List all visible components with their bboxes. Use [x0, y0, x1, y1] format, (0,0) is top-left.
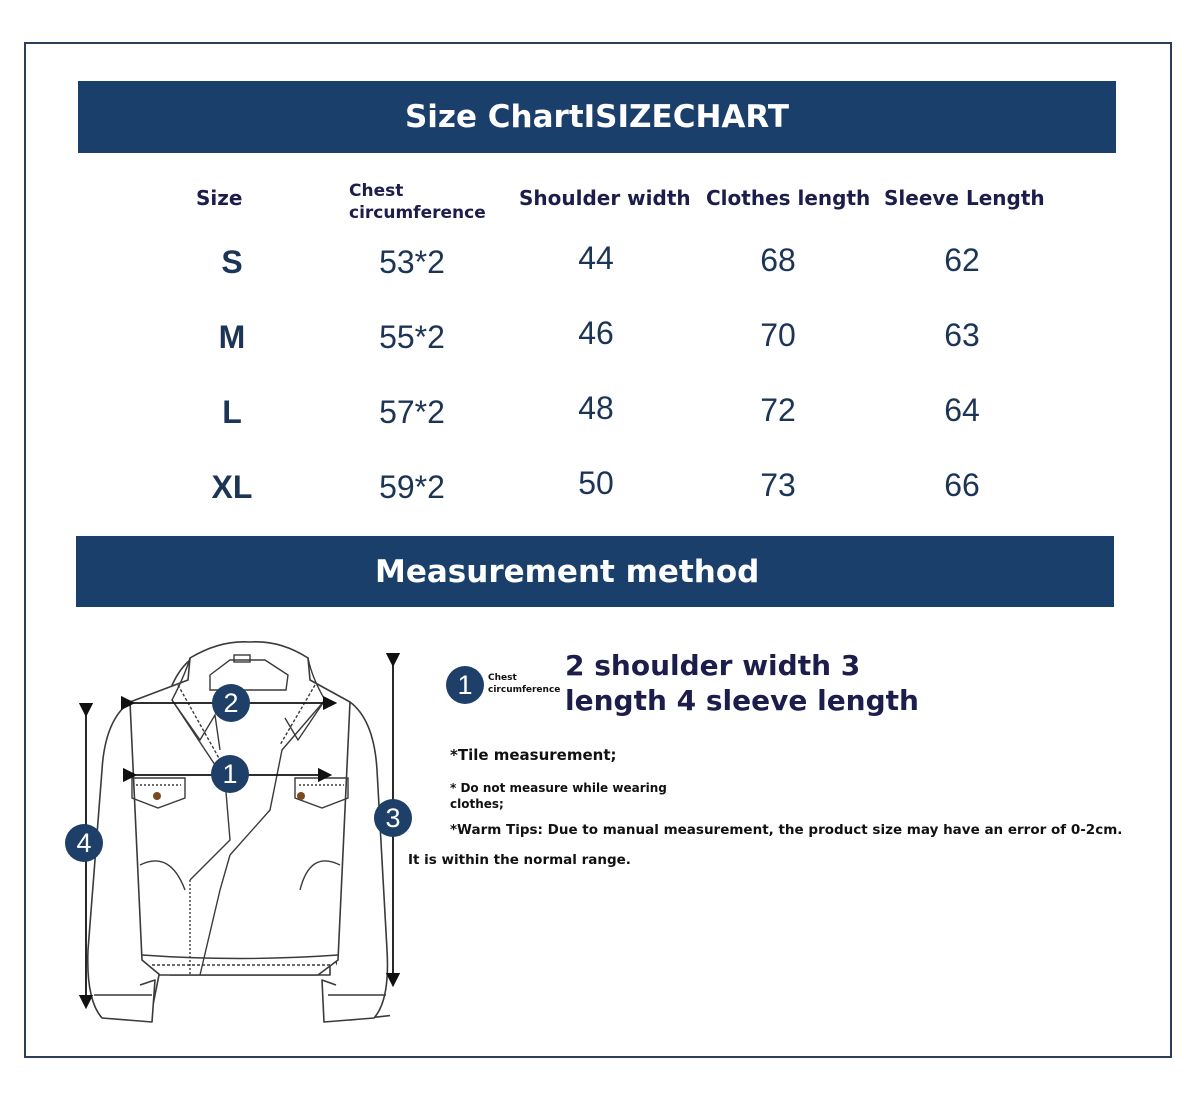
note-wearing-2: clothes;	[450, 797, 504, 811]
note-warm-tips: *Warm Tips: Due to manual measurement, the product size may have an error of 0-2cm.	[450, 822, 1123, 838]
size-chart-title: Size ChartISIZECHART	[404, 99, 790, 135]
table-cell: 70	[760, 317, 796, 353]
legend-chest-label: Chest circumference	[488, 673, 561, 695]
marker-4: 4	[65, 824, 103, 862]
note-tile: *Tile measurement;	[450, 746, 617, 764]
table-cell: 44	[578, 240, 614, 276]
measurement-title: Measurement method	[375, 553, 760, 590]
table-cell: 64	[944, 392, 980, 428]
note-range: It is within the normal range.	[408, 852, 631, 868]
marker-2: 2	[212, 684, 250, 722]
table-cell: 72	[760, 392, 796, 428]
table-cell: 63	[944, 317, 980, 353]
table-cell: XL	[211, 469, 253, 505]
table-cell: 73	[760, 467, 796, 503]
table-cell: 68	[760, 242, 796, 278]
header-length: Clothes length	[706, 186, 871, 210]
header-shoulder: Shoulder width	[519, 186, 691, 210]
note-wearing-1: * Do not measure while wearing	[450, 781, 667, 795]
table-cell: 57*2	[379, 394, 445, 430]
table-cell: 50	[578, 465, 614, 501]
legend-text	[565, 648, 919, 718]
table-cell: L	[222, 394, 242, 430]
header-chest: Chest circumference	[349, 181, 486, 223]
table-cell: S	[221, 244, 243, 280]
table-cell: 66	[944, 467, 980, 503]
table-cell: 59*2	[379, 469, 445, 505]
legend-marker-1: 1	[446, 666, 484, 704]
legend-line-2: length 4 sleeve length	[565, 684, 919, 717]
header-size: Size	[196, 186, 243, 210]
table-cell: M	[218, 319, 246, 355]
marker-1: 1	[211, 755, 249, 793]
marker-3: 3	[374, 799, 412, 837]
table-cell: 62	[944, 242, 980, 278]
table-cell: 46	[578, 315, 614, 351]
legend-line-1: 2 shoulder width 3	[565, 649, 861, 682]
table-cell: 48	[578, 390, 614, 426]
table-cell: 55*2	[379, 319, 445, 355]
header-sleeve: Sleeve Length	[884, 186, 1045, 210]
table-cell: 53*2	[379, 244, 445, 280]
